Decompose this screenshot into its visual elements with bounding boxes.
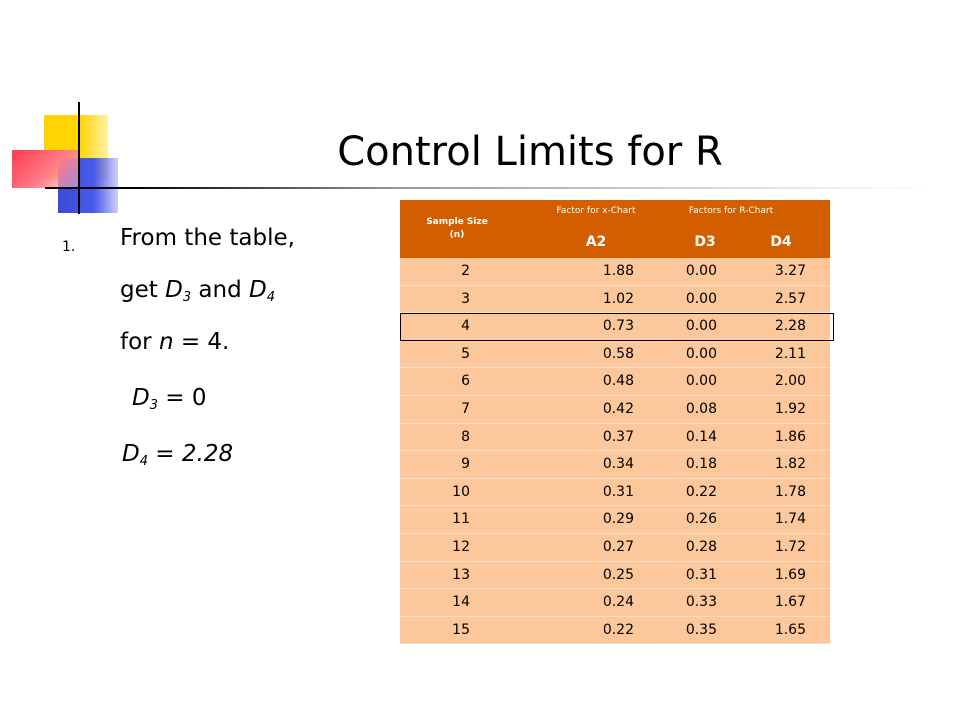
step-line-1: From the table,	[120, 225, 295, 251]
header-a2: A2	[585, 234, 607, 250]
cell-a2: 1.88	[602, 263, 634, 279]
cell-a2: 0.48	[602, 373, 634, 390]
header-factor-x-chart: Factor for x-Chart	[556, 206, 636, 216]
cell-a2: 0.24	[602, 594, 634, 611]
cell-a2: 0.73	[602, 318, 634, 335]
cell-a2: 0.27	[602, 538, 634, 555]
header-factors-r-chart: Factors for R-Chart	[688, 206, 774, 216]
table-row	[400, 534, 830, 562]
cell-d4: 1.72	[774, 538, 806, 555]
table-row	[400, 451, 830, 479]
cell-sample-size: 12	[452, 538, 470, 555]
step-line-2: get $D_3$ and $D_4$	[120, 277, 275, 305]
step-line-3: for n = 4.	[120, 329, 230, 355]
cell-d3: 0.18	[685, 456, 717, 473]
highlight-row-n4	[400, 313, 834, 341]
header-d4: D4	[770, 234, 792, 250]
table-row	[400, 396, 830, 424]
cell-a2: 0.29	[602, 511, 634, 528]
cell-sample-size: 13	[452, 566, 470, 583]
result-d4: $D_4 = 2.28$	[122, 441, 234, 469]
result-d3: $D_3 = 0$	[132, 385, 207, 413]
table-row	[400, 617, 830, 645]
cell-d4: 2.00	[774, 373, 806, 390]
cell-a2: 0.37	[602, 428, 634, 445]
cell-d3: 0.00	[685, 290, 717, 307]
cell-sample-size: 9	[461, 456, 470, 473]
cell-d3: 0.00	[685, 263, 717, 279]
cell-a2: 0.25	[602, 566, 634, 583]
cell-d4: 1.74	[774, 511, 806, 528]
cell-d3: 0.00	[685, 345, 717, 362]
cell-d4: 2.57	[774, 290, 806, 307]
cell-d3: 0.22	[685, 483, 717, 500]
cell-d3: 0.26	[685, 511, 717, 528]
cell-d3: 0.00	[685, 318, 717, 335]
cell-sample-size: 11	[452, 511, 470, 528]
table-row	[400, 258, 830, 286]
cell-d4: 1.82	[774, 456, 806, 473]
cell-a2: 0.31	[602, 483, 634, 500]
cell-a2: 1.02	[602, 290, 634, 307]
cell-sample-size: 6	[461, 373, 470, 390]
cell-d4: 2.28	[774, 318, 806, 335]
cell-d3: 0.35	[685, 621, 717, 638]
cell-sample-size: 5	[461, 345, 470, 362]
table-row	[400, 562, 830, 590]
cell-d4: 1.67	[774, 594, 806, 611]
cell-d4: 2.11	[774, 345, 806, 362]
table-row	[400, 368, 830, 396]
table-header	[400, 200, 830, 258]
cell-a2: 0.58	[602, 345, 634, 362]
table-row	[400, 479, 830, 507]
cell-d4: 1.92	[774, 400, 806, 417]
cell-a2: 0.42	[602, 400, 634, 417]
table-row	[400, 286, 830, 314]
cell-d3: 0.28	[685, 538, 717, 555]
cell-sample-size: 2	[461, 263, 470, 279]
cell-sample-size: 8	[461, 428, 470, 445]
cell-d3: 0.14	[685, 428, 717, 445]
header-d3: D3	[694, 234, 716, 250]
header-sample-size: Sample Size (n)	[426, 217, 488, 240]
cell-d3: 0.08	[685, 400, 717, 417]
table-row	[400, 589, 830, 617]
cell-d3: 0.31	[685, 566, 717, 583]
cell-sample-size: 3	[461, 290, 470, 307]
cell-sample-size: 7	[461, 400, 470, 417]
slide-title: Control Limits for R	[337, 129, 723, 175]
cell-sample-size: 4	[461, 318, 470, 335]
cell-d4: 1.69	[774, 566, 806, 583]
cell-d4: 3.27	[774, 263, 806, 279]
cell-d4: 1.86	[774, 428, 806, 445]
cell-d3: 0.33	[685, 594, 717, 611]
table-row	[400, 506, 830, 534]
cell-a2: 0.22	[602, 621, 634, 638]
cell-sample-size: 15	[452, 621, 470, 638]
cell-a2: 0.34	[602, 456, 634, 473]
cell-d4: 1.65	[774, 621, 806, 638]
title-underline	[45, 187, 930, 189]
cell-d3: 0.00	[685, 373, 717, 390]
cell-sample-size: 14	[452, 594, 470, 611]
control-chart-factors-table	[400, 200, 830, 644]
cell-d4: 1.78	[774, 483, 806, 500]
table-row	[400, 341, 830, 369]
step-number: 1.	[62, 239, 76, 255]
cell-sample-size: 10	[452, 483, 470, 500]
table-row	[400, 424, 830, 452]
